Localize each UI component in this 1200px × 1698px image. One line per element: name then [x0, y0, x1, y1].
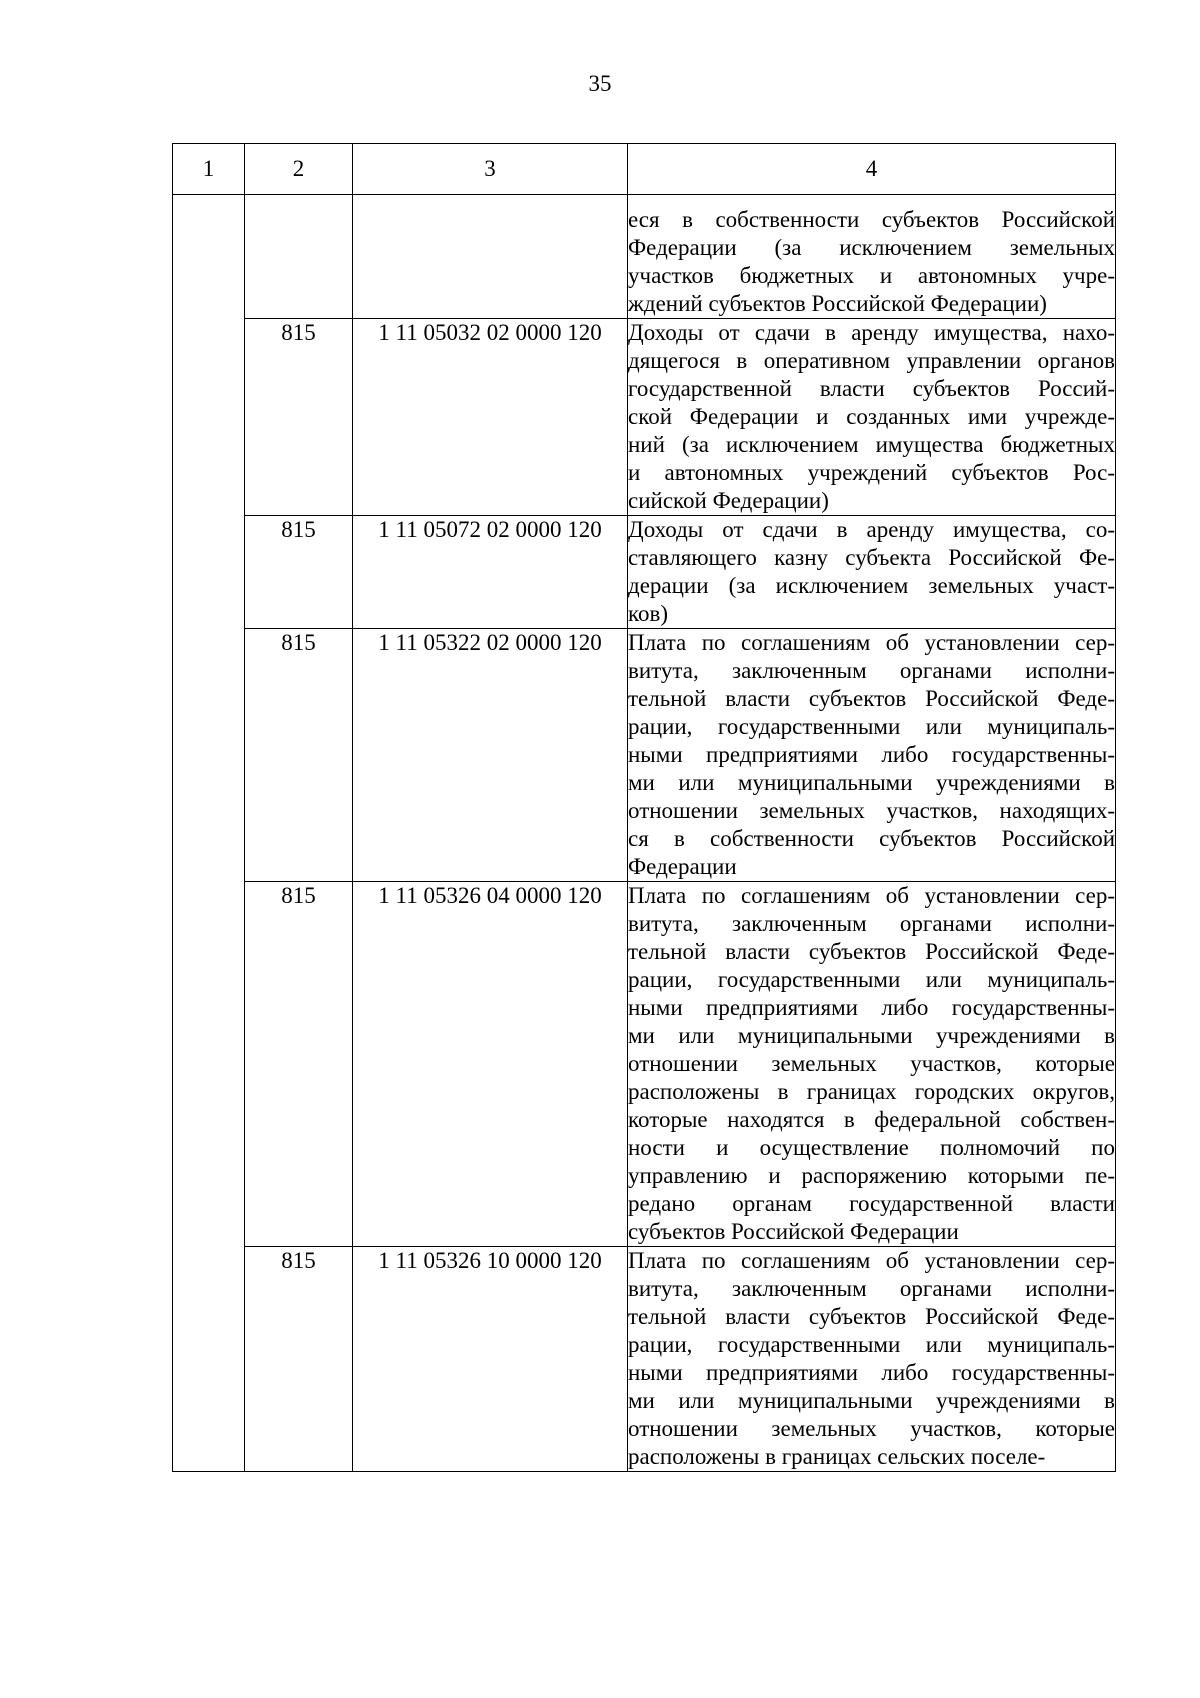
- description-line: ков): [628, 601, 669, 626]
- revenue-code-cell: 1 11 05326 04 0000 120: [353, 882, 628, 1247]
- description-line: рации, государственными или муниципаль-: [628, 714, 1115, 739]
- description-line: дерации (за исключением земельных участ-: [628, 573, 1115, 598]
- description-line: ждений субъектов Российской Федерации): [628, 291, 1047, 316]
- description-line: государственной власти субъектов Россий-: [628, 376, 1115, 401]
- description-line: витута, заключенным органами исполни-: [628, 658, 1115, 683]
- description-line: витута, заключенным органами исполни-: [628, 1276, 1115, 1301]
- description-line: ми или муниципальными учреждениями в: [628, 770, 1115, 795]
- table-row: [173, 195, 1116, 319]
- description-line: рации, государственными или муниципаль-: [628, 967, 1115, 992]
- description-line: ний (за исключением имущества бюджетных: [628, 432, 1115, 457]
- table-row: [173, 516, 1116, 629]
- group-cell-col-1: [173, 195, 245, 1472]
- description-line: которые находятся в федеральной собствен-: [628, 1107, 1115, 1132]
- page-number: 35: [588, 71, 612, 96]
- description-line: ными предприятиями либо государственны-: [628, 1360, 1115, 1385]
- admin-code-cell: 815: [245, 1247, 353, 1472]
- admin-code-cell: 815: [245, 319, 353, 516]
- description-line: ми или муниципальными учреждениями в: [628, 1023, 1115, 1048]
- revenue-description-cell: [628, 195, 1116, 319]
- description-line: отношении земельных участков, которые: [628, 1416, 1115, 1441]
- admin-code-cell: [245, 195, 353, 319]
- revenue-description-cell: [628, 1247, 1116, 1472]
- description-line: Доходы от сдачи в аренду имущества, со-: [628, 517, 1115, 542]
- revenue-code-cell: [353, 195, 628, 319]
- description-line: Федерации: [628, 854, 737, 879]
- table-row: [173, 629, 1116, 882]
- description-line: сийской Федерации): [628, 488, 829, 513]
- header-col-4: 4: [628, 144, 1116, 195]
- admin-code-cell: 815: [245, 629, 353, 882]
- description-line: рации, государственными или муниципаль-: [628, 1332, 1115, 1357]
- admin-code-cell: 815: [245, 882, 353, 1247]
- description-line: отношении земельных участков, которые: [628, 1051, 1115, 1076]
- revenue-code-cell: 1 11 05032 02 0000 120: [353, 319, 628, 516]
- revenue-description-cell: [628, 516, 1116, 629]
- description-line: и автономных учреждений субъектов Рос-: [628, 460, 1115, 485]
- description-line: расположены в границах городских округов,: [628, 1079, 1115, 1104]
- description-line: дящегося в оперативном управлении органов: [628, 348, 1115, 373]
- header-row: [173, 144, 1116, 195]
- description-line: Доходы от сдачи в аренду имущества, нахо-: [628, 320, 1115, 345]
- description-line: расположены в границах сельских поселе-: [628, 1444, 1046, 1469]
- table-body: [173, 195, 1116, 1472]
- description-line: Плата по соглашениям об установлении сер-: [628, 630, 1115, 655]
- table-row: [173, 882, 1116, 1247]
- description-line: тельной власти субъектов Российской Феде-: [628, 939, 1115, 964]
- revenue-code-cell: 1 11 05322 02 0000 120: [353, 629, 628, 882]
- description-line: ставляющего казну субъекта Российской Фе-: [628, 545, 1115, 570]
- description-line: управлению и распоряжению которыми пе-: [628, 1163, 1115, 1188]
- description-line: тельной власти субъектов Российской Феде-: [628, 686, 1115, 711]
- description-line: витута, заключенным органами исполни-: [628, 911, 1115, 936]
- revenue-code-cell: 1 11 05072 02 0000 120: [353, 516, 628, 629]
- description-line: Федерации (за исключением земельных: [628, 235, 1115, 260]
- description-line: еся в собственности субъектов Российской: [628, 207, 1115, 232]
- revenue-classification-table: [172, 143, 1116, 1472]
- description-line: редано органам государственной власти: [628, 1191, 1115, 1216]
- revenue-description-cell: [628, 319, 1116, 516]
- description-line: ми или муниципальными учреждениями в: [628, 1388, 1115, 1413]
- admin-code-cell: 815: [245, 516, 353, 629]
- table-header: [173, 144, 1116, 195]
- header-col-3: 3: [353, 144, 628, 195]
- revenue-description-cell: [628, 629, 1116, 882]
- description-line: ской Федерации и созданных ими учрежде-: [628, 404, 1115, 429]
- header-col-2: 2: [245, 144, 353, 195]
- table-row: [173, 319, 1116, 516]
- header-col-1: 1: [173, 144, 245, 195]
- description-line: ности и осуществление полномочий по: [628, 1135, 1115, 1160]
- description-line: отношении земельных участков, находящих-: [628, 798, 1115, 823]
- description-line: участков бюджетных и автономных учре-: [628, 263, 1115, 288]
- description-line: субъектов Российской Федерации: [628, 1219, 959, 1244]
- revenue-code-cell: 1 11 05326 10 0000 120: [353, 1247, 628, 1472]
- description-line: ными предприятиями либо государственны-: [628, 742, 1115, 767]
- table-row: [173, 1247, 1116, 1472]
- revenue-description-cell: [628, 882, 1116, 1247]
- description-line: Плата по соглашениям об установлении сер-: [628, 1248, 1115, 1273]
- description-line: тельной власти субъектов Российской Феде-: [628, 1304, 1115, 1329]
- description-line: Плата по соглашениям об установлении сер-: [628, 883, 1115, 908]
- description-line: ными предприятиями либо государственны-: [628, 995, 1115, 1020]
- description-line: ся в собственности субъектов Российской: [628, 826, 1115, 851]
